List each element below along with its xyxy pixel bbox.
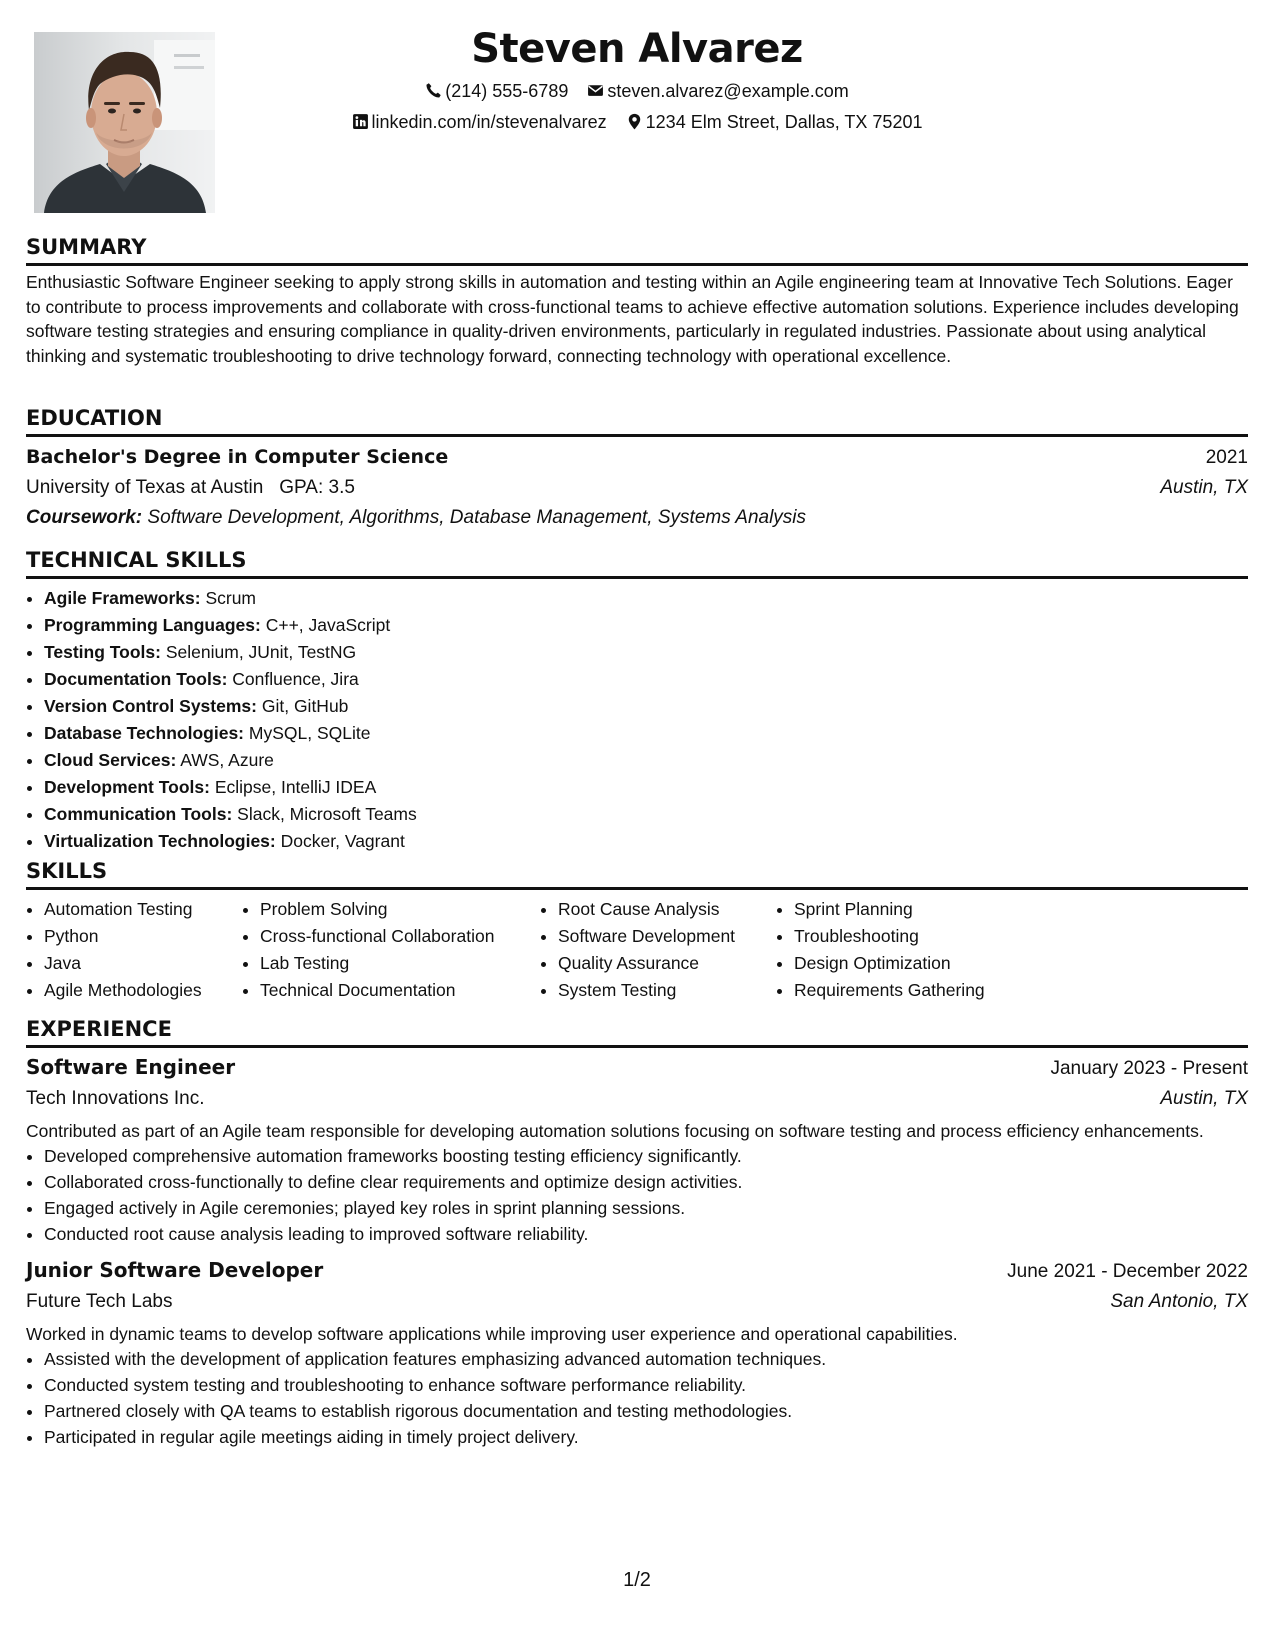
education-section: [26, 404, 1248, 533]
skill-value: Docker, Vagrant: [280, 831, 405, 851]
list-item: • Troubleshooting: [794, 923, 1034, 950]
skill-label: Virtualization Technologies:: [44, 831, 276, 851]
list-item: [44, 774, 1248, 801]
summary-section: [26, 233, 1248, 368]
section-title-summary: SUMMARY: [26, 233, 1248, 266]
degree-name: Bachelor's Degree in Computer Science: [26, 446, 449, 468]
skill-value: Selenium, JUnit, TestNG: [165, 642, 357, 662]
school-name: University of Texas at Austin: [26, 477, 264, 498]
list-item: [44, 828, 1248, 855]
list-item: • Java: [44, 950, 242, 977]
list-item: [44, 639, 1248, 666]
list-item: • Automation Testing: [44, 896, 242, 923]
list-item: • Design Optimization: [794, 950, 1034, 977]
list-item: • Developed comprehensive automation frameworks boosting testing efficiency significantly.: [44, 1143, 1248, 1169]
list-item: • Conducted system testing and troubleshooting to enhance software performance reliability.: [44, 1372, 1248, 1398]
skill-value: C++, JavaScript: [265, 615, 391, 635]
education-school-row: [26, 473, 1248, 503]
phone-icon: [425, 82, 442, 99]
company-name: Future Tech Labs: [26, 1291, 173, 1312]
email-address[interactable]: steven.alvarez@example.com: [607, 81, 849, 101]
job-location: Austin, TX: [1160, 1088, 1248, 1109]
list-item: • Participated in regular agile meetings aiding in timely project delivery.: [44, 1424, 1248, 1450]
resume-header: [26, 22, 1248, 138]
list-item: [44, 666, 1248, 693]
linkedin-contact[interactable]: [352, 107, 607, 138]
summary-text: Enthusiastic Software Engineer seeking to apply strong skills in automation and testing within an Agile engineering team at Innovative Tech Solutions. Eager to contribute to process improvements and collaborate with cross-functional teams to achieve effective automation solutions. Experience includes developing software testing strategies and ensuring compliance in quality-driven environments, particularly in regulated industries. Passionate about using analytical thinking and systematic troubleshooting to drive technology forward, connecting technology with operational excellence.: [26, 272, 1239, 366]
list-item: • Root Cause Analysis: [558, 896, 776, 923]
job-entry: [26, 1052, 1248, 1247]
skill-label: Testing Tools:: [44, 642, 161, 662]
company-name: Tech Innovations Inc.: [26, 1088, 205, 1109]
list-item: [44, 747, 1248, 774]
list-item: • Collaborated cross-functionally to define clear requirements and optimize design activities.: [44, 1169, 1248, 1195]
technical-skills-section: [26, 546, 1248, 855]
skill-label: Cloud Services:: [44, 750, 177, 770]
list-item: • Agile Methodologies: [44, 977, 242, 1004]
list-item: • Software Development: [558, 923, 776, 950]
list-item: [44, 693, 1248, 720]
list-item: • Problem Solving: [260, 896, 540, 923]
list-item: • Quality Assurance: [558, 950, 776, 977]
school-location: Austin, TX: [1160, 477, 1248, 498]
coursework-list: Software Development, Algorithms, Database Management, Systems Analysis: [147, 507, 807, 528]
skill-label: Development Tools:: [44, 777, 210, 797]
email-contact[interactable]: [587, 76, 848, 107]
job-header: [26, 1052, 1248, 1084]
job-dates: January 2023 - Present: [1050, 1058, 1248, 1079]
envelope-icon: [587, 82, 604, 99]
coursework-label: Coursework:: [26, 507, 143, 528]
list-item: • Python: [44, 923, 242, 950]
graduation-year: 2021: [1205, 447, 1248, 468]
linkedin-icon: [352, 113, 369, 130]
candidate-name: Steven Alvarez: [471, 26, 803, 72]
skills-column-4: [776, 896, 1034, 1004]
gpa: GPA: 3.5: [279, 477, 355, 498]
section-title-technical-skills: TECHNICAL SKILLS: [26, 546, 1248, 579]
job-description: Worked in dynamic teams to develop software applications while improving user experience and operational capabilities.: [26, 1324, 958, 1344]
list-item: • Technical Documentation: [260, 977, 540, 1004]
skills-column-3: [540, 896, 776, 1004]
page-number: 1/2: [623, 1569, 651, 1591]
skills-grid: [26, 896, 1248, 1004]
resume-page: [26, 0, 1248, 1650]
skills-column-1: [26, 896, 242, 1004]
map-marker-icon: [626, 113, 643, 130]
list-item: [44, 720, 1248, 747]
job-bullets: [26, 1143, 1248, 1247]
skill-label: Programming Languages:: [44, 615, 261, 635]
job-bullets: [26, 1346, 1248, 1450]
education-row: [26, 442, 1248, 473]
skill-value: Confluence, Jira: [232, 669, 359, 689]
list-item: [44, 585, 1248, 612]
address-contact: [626, 107, 923, 138]
skill-label: Documentation Tools:: [44, 669, 228, 689]
skill-value: Eclipse, IntelliJ IDEA: [214, 777, 377, 797]
section-title-education: EDUCATION: [26, 404, 1248, 437]
technical-skills-list: [26, 585, 1248, 855]
list-item: [44, 801, 1248, 828]
job-dates: June 2021 - December 2022: [1007, 1261, 1248, 1282]
job-title: Junior Software Developer: [26, 1258, 324, 1282]
list-item: • System Testing: [558, 977, 776, 1004]
skill-value: MySQL, SQLite: [248, 723, 371, 743]
skill-value: AWS, Azure: [180, 750, 274, 770]
list-item: [44, 612, 1248, 639]
school-info: [26, 473, 355, 503]
list-item: • Conducted root cause analysis leading to improved software reliability.: [44, 1221, 1248, 1247]
linkedin-url[interactable]: linkedin.com/in/stevenalvarez: [371, 112, 607, 132]
job-header: [26, 1255, 1248, 1287]
contact-line-2: [26, 107, 1248, 138]
job-company-row: [26, 1287, 1248, 1317]
skill-value: Git, GitHub: [261, 696, 349, 716]
list-item: • Sprint Planning: [794, 896, 1034, 923]
job-description: Contributed as part of an Agile team responsible for developing automation solutions focusing on software testing and process efficiency enhancements.: [26, 1121, 1204, 1141]
list-item: • Engaged actively in Agile ceremonies; played key roles in sprint planning sessions.: [44, 1195, 1248, 1221]
coursework: [26, 503, 1248, 533]
skill-label: Communication Tools:: [44, 804, 233, 824]
skills-section: [26, 857, 1248, 1004]
phone-number: (214) 555-6789: [445, 81, 569, 101]
section-title-experience: EXPERIENCE: [26, 1015, 1248, 1048]
skill-label: Agile Frameworks:: [44, 588, 201, 608]
experience-section: [26, 1015, 1248, 1450]
job-title: Software Engineer: [26, 1055, 236, 1079]
list-item: • Lab Testing: [260, 950, 540, 977]
skill-label: Version Control Systems:: [44, 696, 257, 716]
skill-label: Database Technologies:: [44, 723, 245, 743]
job-company-row: [26, 1084, 1248, 1114]
section-title-skills: SKILLS: [26, 857, 1248, 890]
list-item: • Assisted with the development of application features emphasizing advanced automation techniques.: [44, 1346, 1248, 1372]
job-location: San Antonio, TX: [1110, 1291, 1248, 1312]
skill-value: Scrum: [205, 588, 257, 608]
home-address: 1234 Elm Street, Dallas, TX 75201: [645, 112, 923, 132]
list-item: • Partnered closely with QA teams to establish rigorous documentation and testing methodologies.: [44, 1398, 1248, 1424]
list-item: • Requirements Gathering: [794, 977, 1034, 1004]
contact-line-1: [26, 76, 1248, 107]
list-item: • Cross-functional Collaboration: [260, 923, 540, 950]
phone-contact: [425, 76, 568, 107]
job-entry: [26, 1255, 1248, 1450]
skills-column-2: [242, 896, 540, 1004]
skill-value: Slack, Microsoft Teams: [237, 804, 417, 824]
